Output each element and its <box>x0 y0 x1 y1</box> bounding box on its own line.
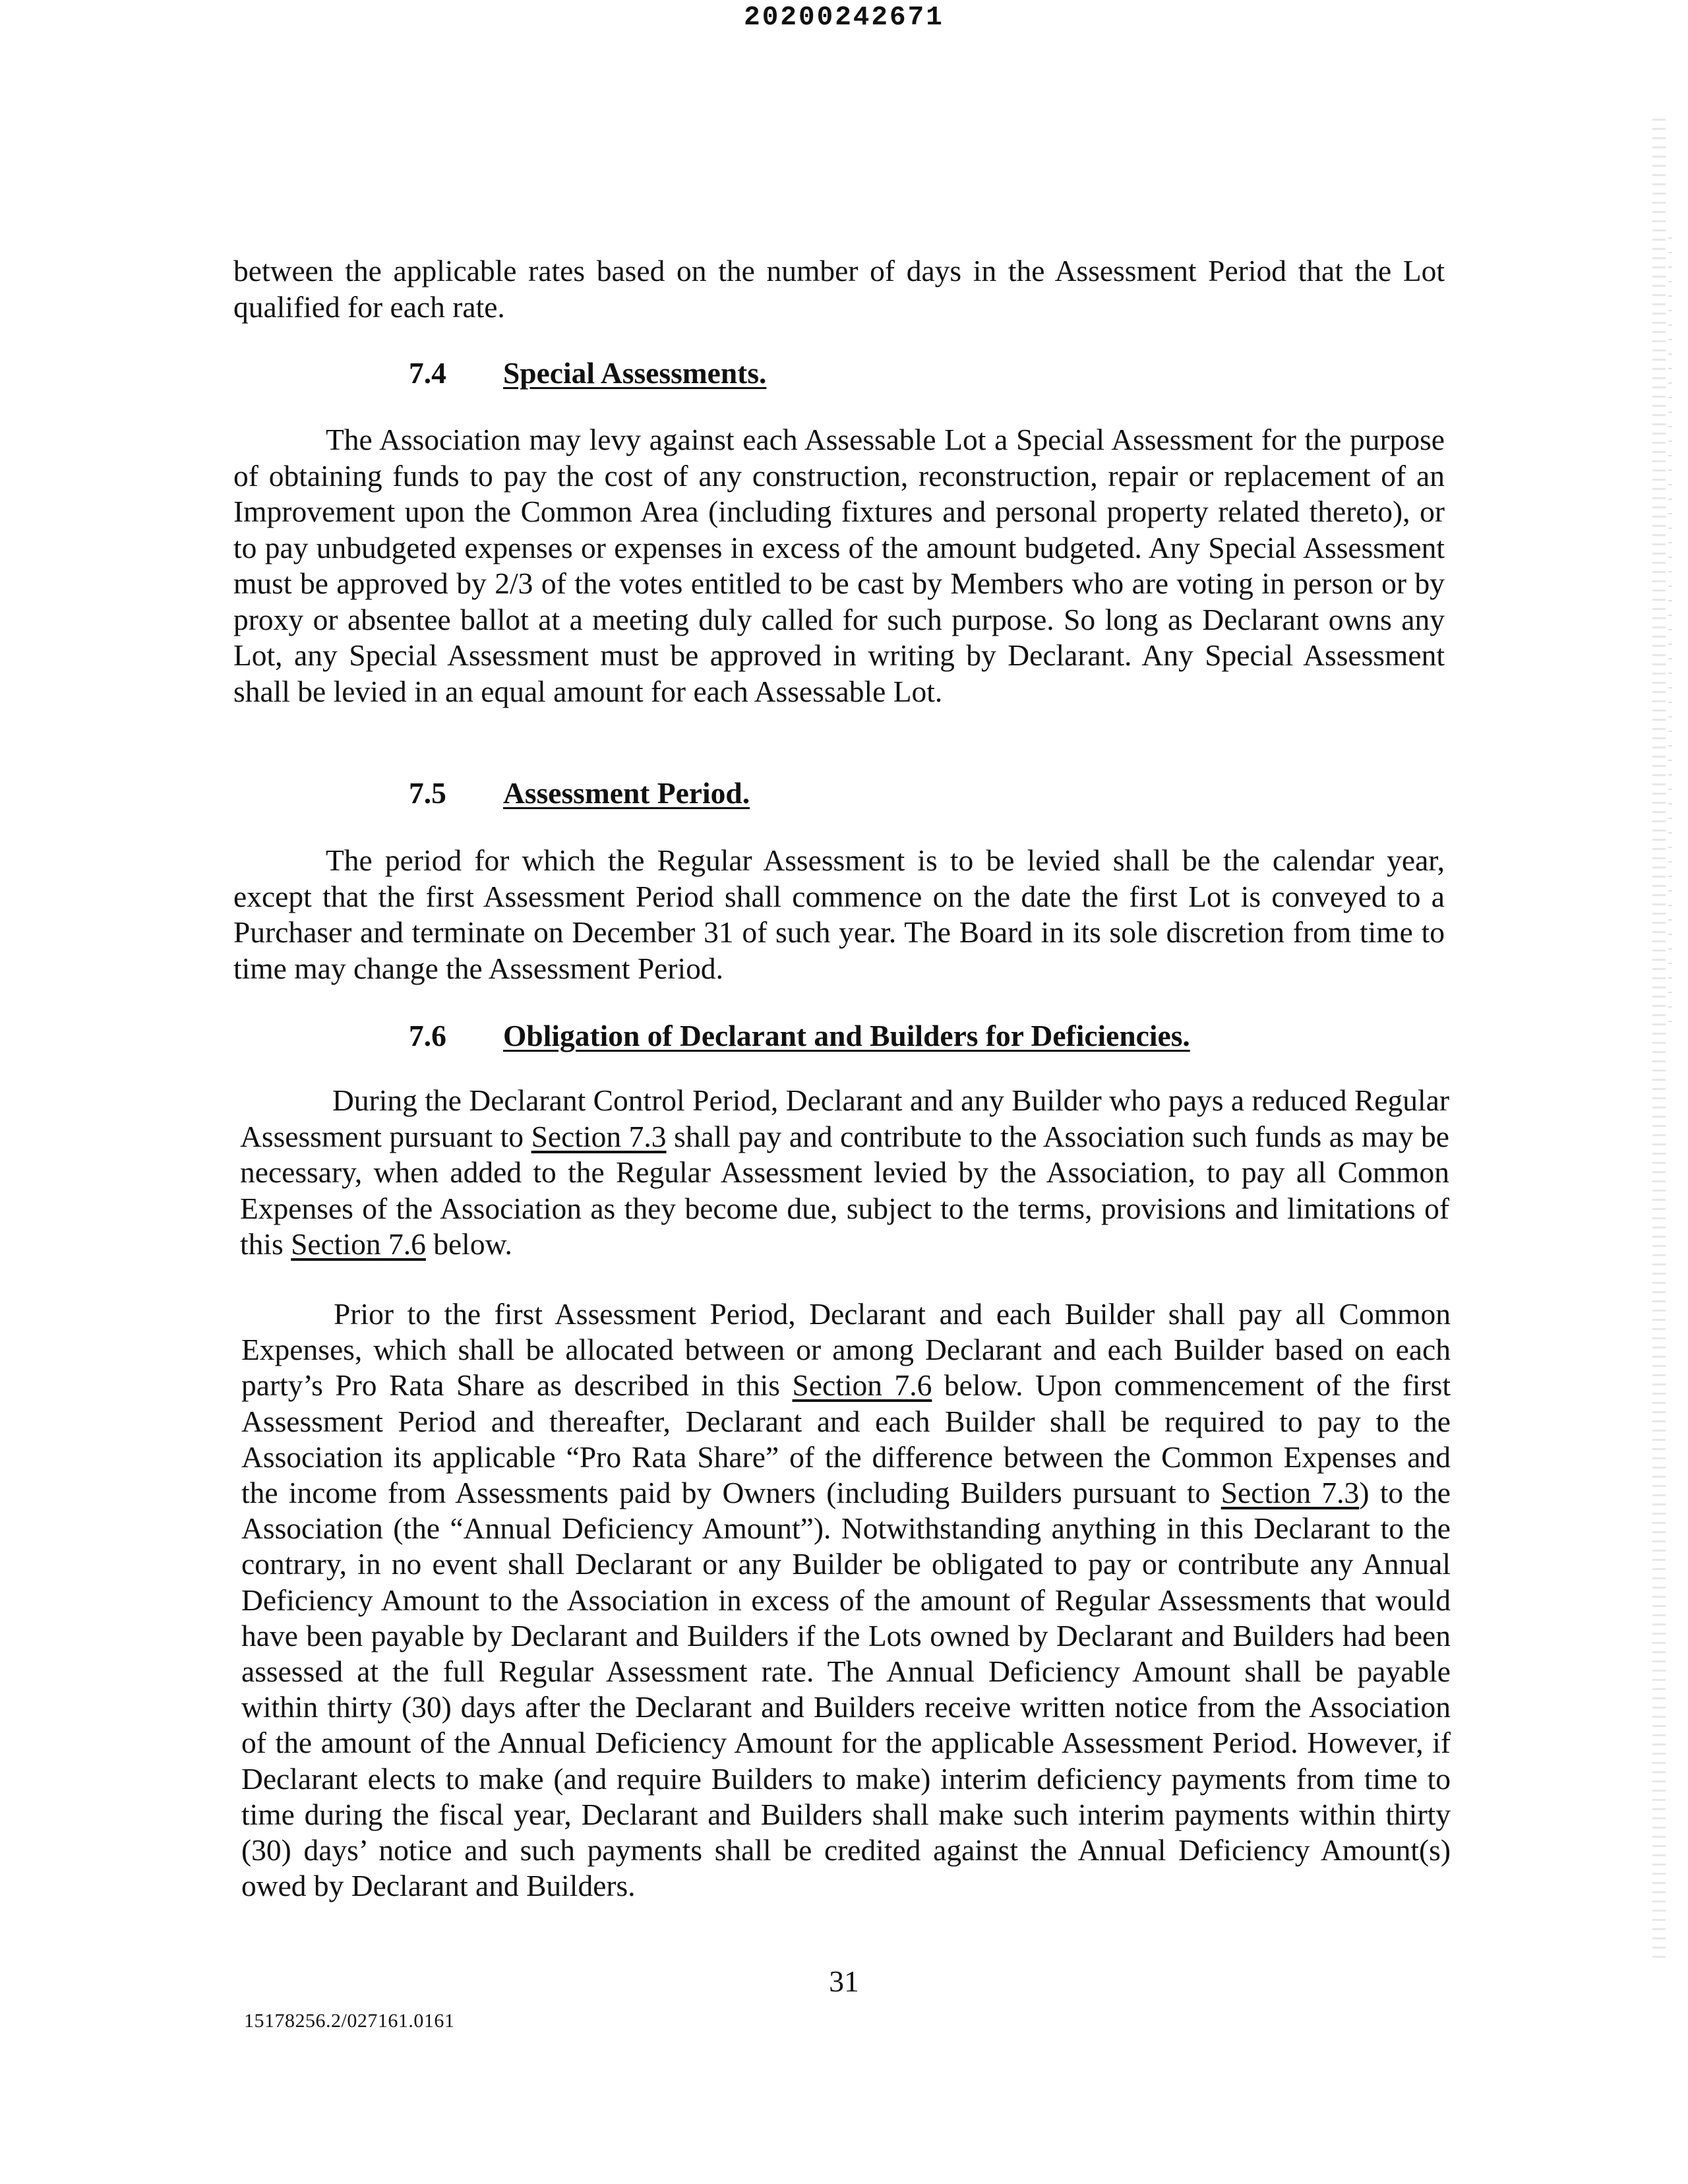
section-7-5-heading <box>409 775 750 810</box>
page-number: 31 <box>829 1964 859 1998</box>
text-run: shall pay and contribute to the Association such funds as may be necessary, when added to the Regular Assessment levied by the Association, to pay all Common Expenses of the Association as they become due, subject to the terms, provisions and limitations of this <box>240 1119 1450 1261</box>
section-number: 7.4 <box>409 356 446 390</box>
text-run: ) to the Association (the “Annual Deficiency Amount”). Notwithstanding anything in this Declarant to the contrary, in no event shall Declarant or any Builder be obligated to pay or contribute any Annual Deficiency Amount to the Association in excess of the amount of Regular Assessments that would have been payable by Declarant and Builders if the Lots owned by Declarant and Builders had been assessed at the full Regular Assessment rate. The Annual Deficiency Amount shall be payable within thirty (30) days after the Declarant and Builders receive written notice from the Association of the amount of the Annual Deficiency Amount for the applicable Assessment Period. However, if Declarant elects to make (and require Builders to make) interim deficiency payments from time to time during the fiscal year, Declarant and Builders shall make such interim payments within thirty (30) days’ notice and such payments shall be credited against the Annual Deficiency Amount(s) owed by Declarant and Builders. <box>241 1476 1451 1903</box>
section-7-5-body <box>233 843 1445 986</box>
section-number: 7.5 <box>409 776 446 810</box>
section-title: Special Assessments. <box>503 356 767 390</box>
section-7-6-reference[interactable]: Section 7.6 <box>792 1368 932 1403</box>
section-7-6-paragraph-2 <box>241 1296 1451 1904</box>
section-7-6-body-2 <box>241 1296 1451 1904</box>
text-run: During the Declarant Control Period, Declarant and any Builder who pays a reduced Regular Assessment pursuant to <box>240 1083 1449 1153</box>
section-7-6-body-1 <box>240 1083 1449 1263</box>
recording-number: 20200242671 <box>744 3 944 33</box>
section-7-3-reference[interactable]: Section 7.3 <box>531 1119 667 1153</box>
section-7-4-body <box>233 422 1445 710</box>
text-run: Prior to the first Assessment Period, Declarant and each Builder shall pay all Common Expenses, which shall be allocated between or among Declarant and each Builder based on each party’s Pro Rata Share as described in this <box>241 1297 1451 1403</box>
scan-margin-artifact-secondary <box>1668 237 1672 1029</box>
section-7-3-reference[interactable]: Section 7.3 <box>1221 1476 1360 1510</box>
text-run: below. <box>425 1227 512 1261</box>
section-7-4-heading <box>409 355 766 390</box>
scan-margin-artifact <box>1652 119 1666 1965</box>
section-title: Obligation of Declarant and Builders for Deficiencies. <box>503 1019 1190 1052</box>
section-title: Assessment Period. <box>503 776 750 810</box>
section-7-5-paragraph: The period for which the Regular Assessment is to be levied shall be the calendar year, except that the first Assessment Period shall commence on the date the first Lot is conveyed to a Purchaser and terminate on December 31 of such year. The Board in its sole discretion from time to time may change the Assessment Period. <box>233 843 1445 985</box>
section-7-6-heading <box>409 1018 1190 1053</box>
section-7-4-paragraph: The Association may levy against each Assessable Lot a Special Assessment for the purpose of obtaining funds to pay the cost of any construction, reconstruction, repair or replacement of an Improvement upon the Common Area (including fixtures and personal property related thereto), or to pay unbudgeted expenses or expenses in excess of the amount budgeted. Any Special Assessment must be approved by 2/3 of the votes entitled to be cast by Members who are voting in person or by proxy or absentee ballot at a meeting duly called for such purpose. So long as Declarant owns any Lot, any Special Assessment must be approved in writing by Declarant. Any Special Assessment shall be levied in an equal amount for each Assessable Lot. <box>233 423 1445 708</box>
carryover-text: between the applicable rates based on the number of days in the Assessment Period that the Lot qualified for each rate. <box>233 254 1445 324</box>
carryover-paragraph <box>233 253 1445 325</box>
section-7-6-reference[interactable]: Section 7.6 <box>291 1227 426 1261</box>
section-number: 7.6 <box>409 1019 446 1052</box>
text-run: below. Upon commencement of the first Assessment Period and thereafter, Declarant and each Builder shall be required to pay to the Association its applicable “Pro Rata Share” of the difference between the Common Expenses and the income from Assessments paid by Owners (including Builders pursuant to <box>241 1368 1451 1510</box>
section-7-6-paragraph-1 <box>240 1083 1449 1263</box>
document-id: 15178256.2/027161.0161 <box>244 2010 455 2032</box>
